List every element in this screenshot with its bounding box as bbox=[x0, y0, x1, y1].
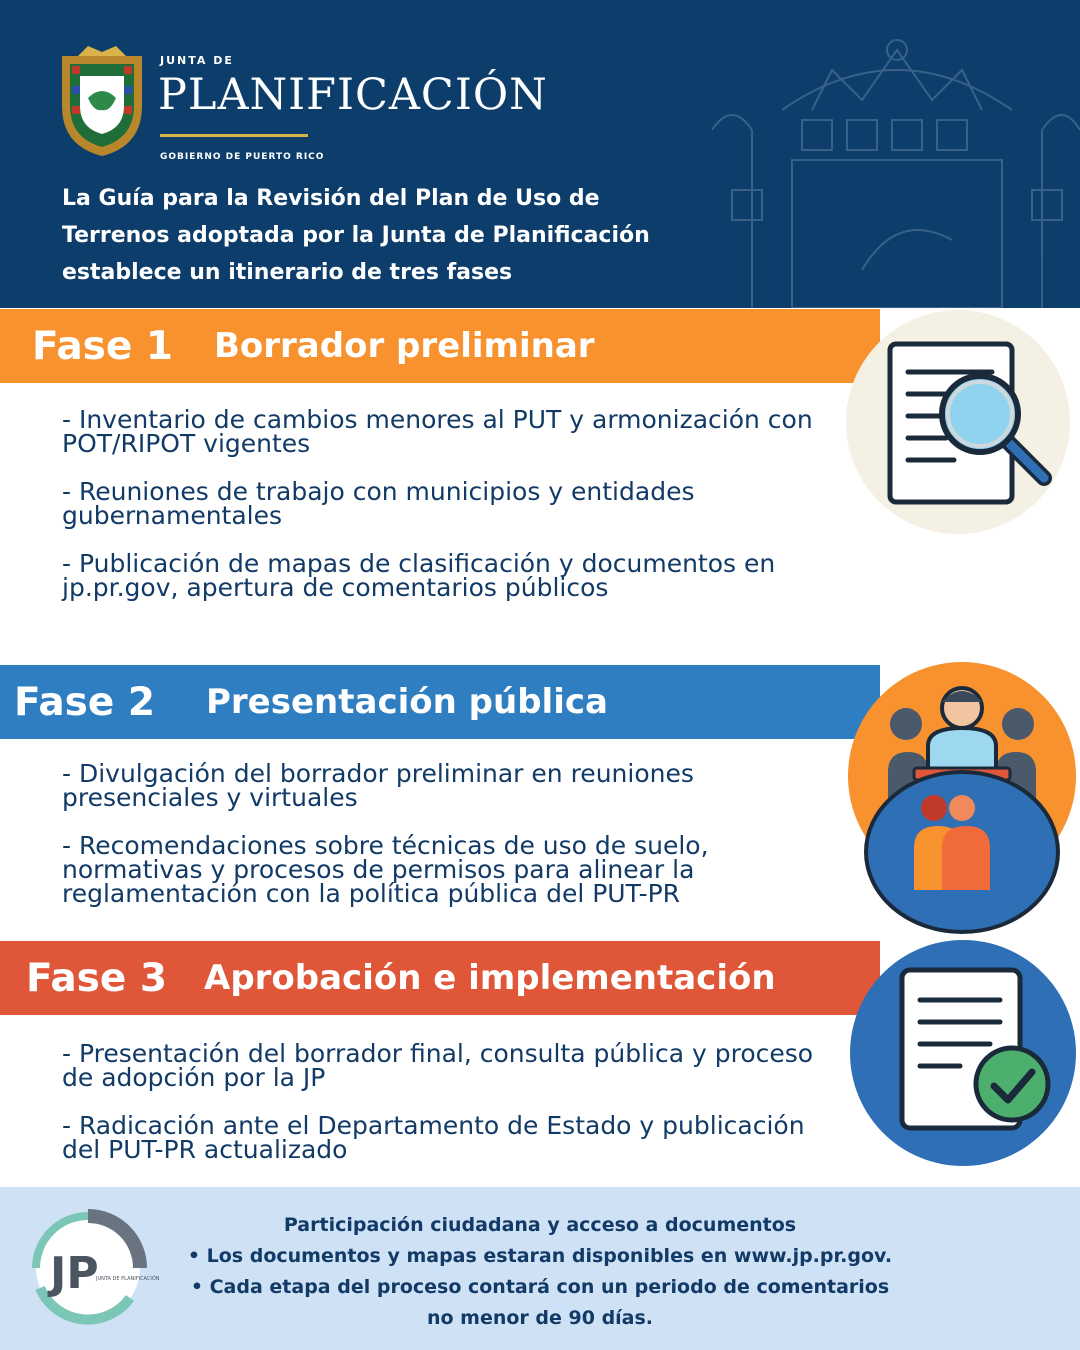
phase-2-label: Fase 2 bbox=[14, 679, 156, 725]
jp-logo-subtext: JUNTA DE PLANIFICACIÓN bbox=[96, 1276, 160, 1282]
phase-3-label: Fase 3 bbox=[26, 955, 168, 1001]
intro-text bbox=[62, 180, 762, 291]
phase-3-list bbox=[62, 1039, 832, 1186]
list-item: - Presentación del borrador final, consulta pública y proceso de adopción por la JP bbox=[62, 1039, 814, 1092]
footer-line: no menor de 90 días. bbox=[426, 1307, 654, 1329]
intro-line: establece un itinerario de tres fases bbox=[62, 260, 513, 285]
list-item: - Divulgación del borrador preliminar en reuniones presenciales y virtuales bbox=[62, 759, 694, 812]
intro-line: Terrenos adoptada por la Junta de Planificación bbox=[62, 223, 650, 248]
list-item: - Inventario de cambios menores al PUT y armonización con POT/RIPOT vigentes bbox=[62, 405, 813, 458]
list-item: - Radicación ante el Departamento de Estado y publicación del PUT-PR actualizado bbox=[62, 1111, 805, 1164]
phase-3-title: Aprobación e implementación bbox=[204, 958, 776, 998]
jp-logo-text: JP bbox=[50, 1248, 99, 1299]
gobierno-label: GOBIERNO DE PUERTO RICO bbox=[160, 152, 325, 162]
footer-text bbox=[160, 1210, 920, 1334]
puerto-rico-shield-icon bbox=[58, 46, 146, 158]
list-item: - Publicación de mapas de clasificación y documentos en jp.pr.gov, apertura de comentarios públicos bbox=[62, 549, 776, 602]
phase-2-banner bbox=[0, 665, 880, 739]
coat-of-arms-watermark bbox=[712, 10, 1080, 308]
jp-logo-icon bbox=[30, 1212, 160, 1324]
footer-heading: Participación ciudadana y acceso a documentos bbox=[283, 1214, 797, 1236]
footer-line: • Cada etapa del proceso contará con un periodo de comentarios bbox=[190, 1276, 890, 1298]
footer-line: • Los documentos y mapas estaran disponibles en www.jp.pr.gov. bbox=[187, 1245, 893, 1267]
header-banner bbox=[0, 0, 1080, 308]
phase-3-banner bbox=[0, 941, 880, 1015]
phase-2-title: Presentación pública bbox=[206, 682, 608, 722]
planificacion-wordmark: PLANIFICACIÓN bbox=[158, 70, 548, 120]
document-approved-icon bbox=[850, 940, 1076, 1166]
phase-2-list bbox=[62, 759, 832, 930]
list-item: - Recomendaciones sobre técnicas de uso de suelo, normativas y procesos de permisos para alinear la reglamentación con la política pública del PUT-PR bbox=[62, 831, 709, 908]
public-meeting-icon bbox=[848, 662, 1076, 890]
phase-1-title: Borrador preliminar bbox=[214, 326, 595, 366]
intro-line: La Guía para la Revisión del Plan de Uso de bbox=[62, 186, 600, 211]
phase-1-label: Fase 1 bbox=[32, 323, 174, 369]
junta-de-label: JUNTA DE bbox=[160, 54, 234, 67]
phase-1-banner bbox=[0, 309, 880, 383]
phase-1-list bbox=[62, 405, 832, 624]
gold-divider bbox=[160, 134, 308, 137]
list-item: - Reuniones de trabajo con municipios y entidades gubernamentales bbox=[62, 477, 695, 530]
document-search-icon bbox=[846, 310, 1070, 534]
